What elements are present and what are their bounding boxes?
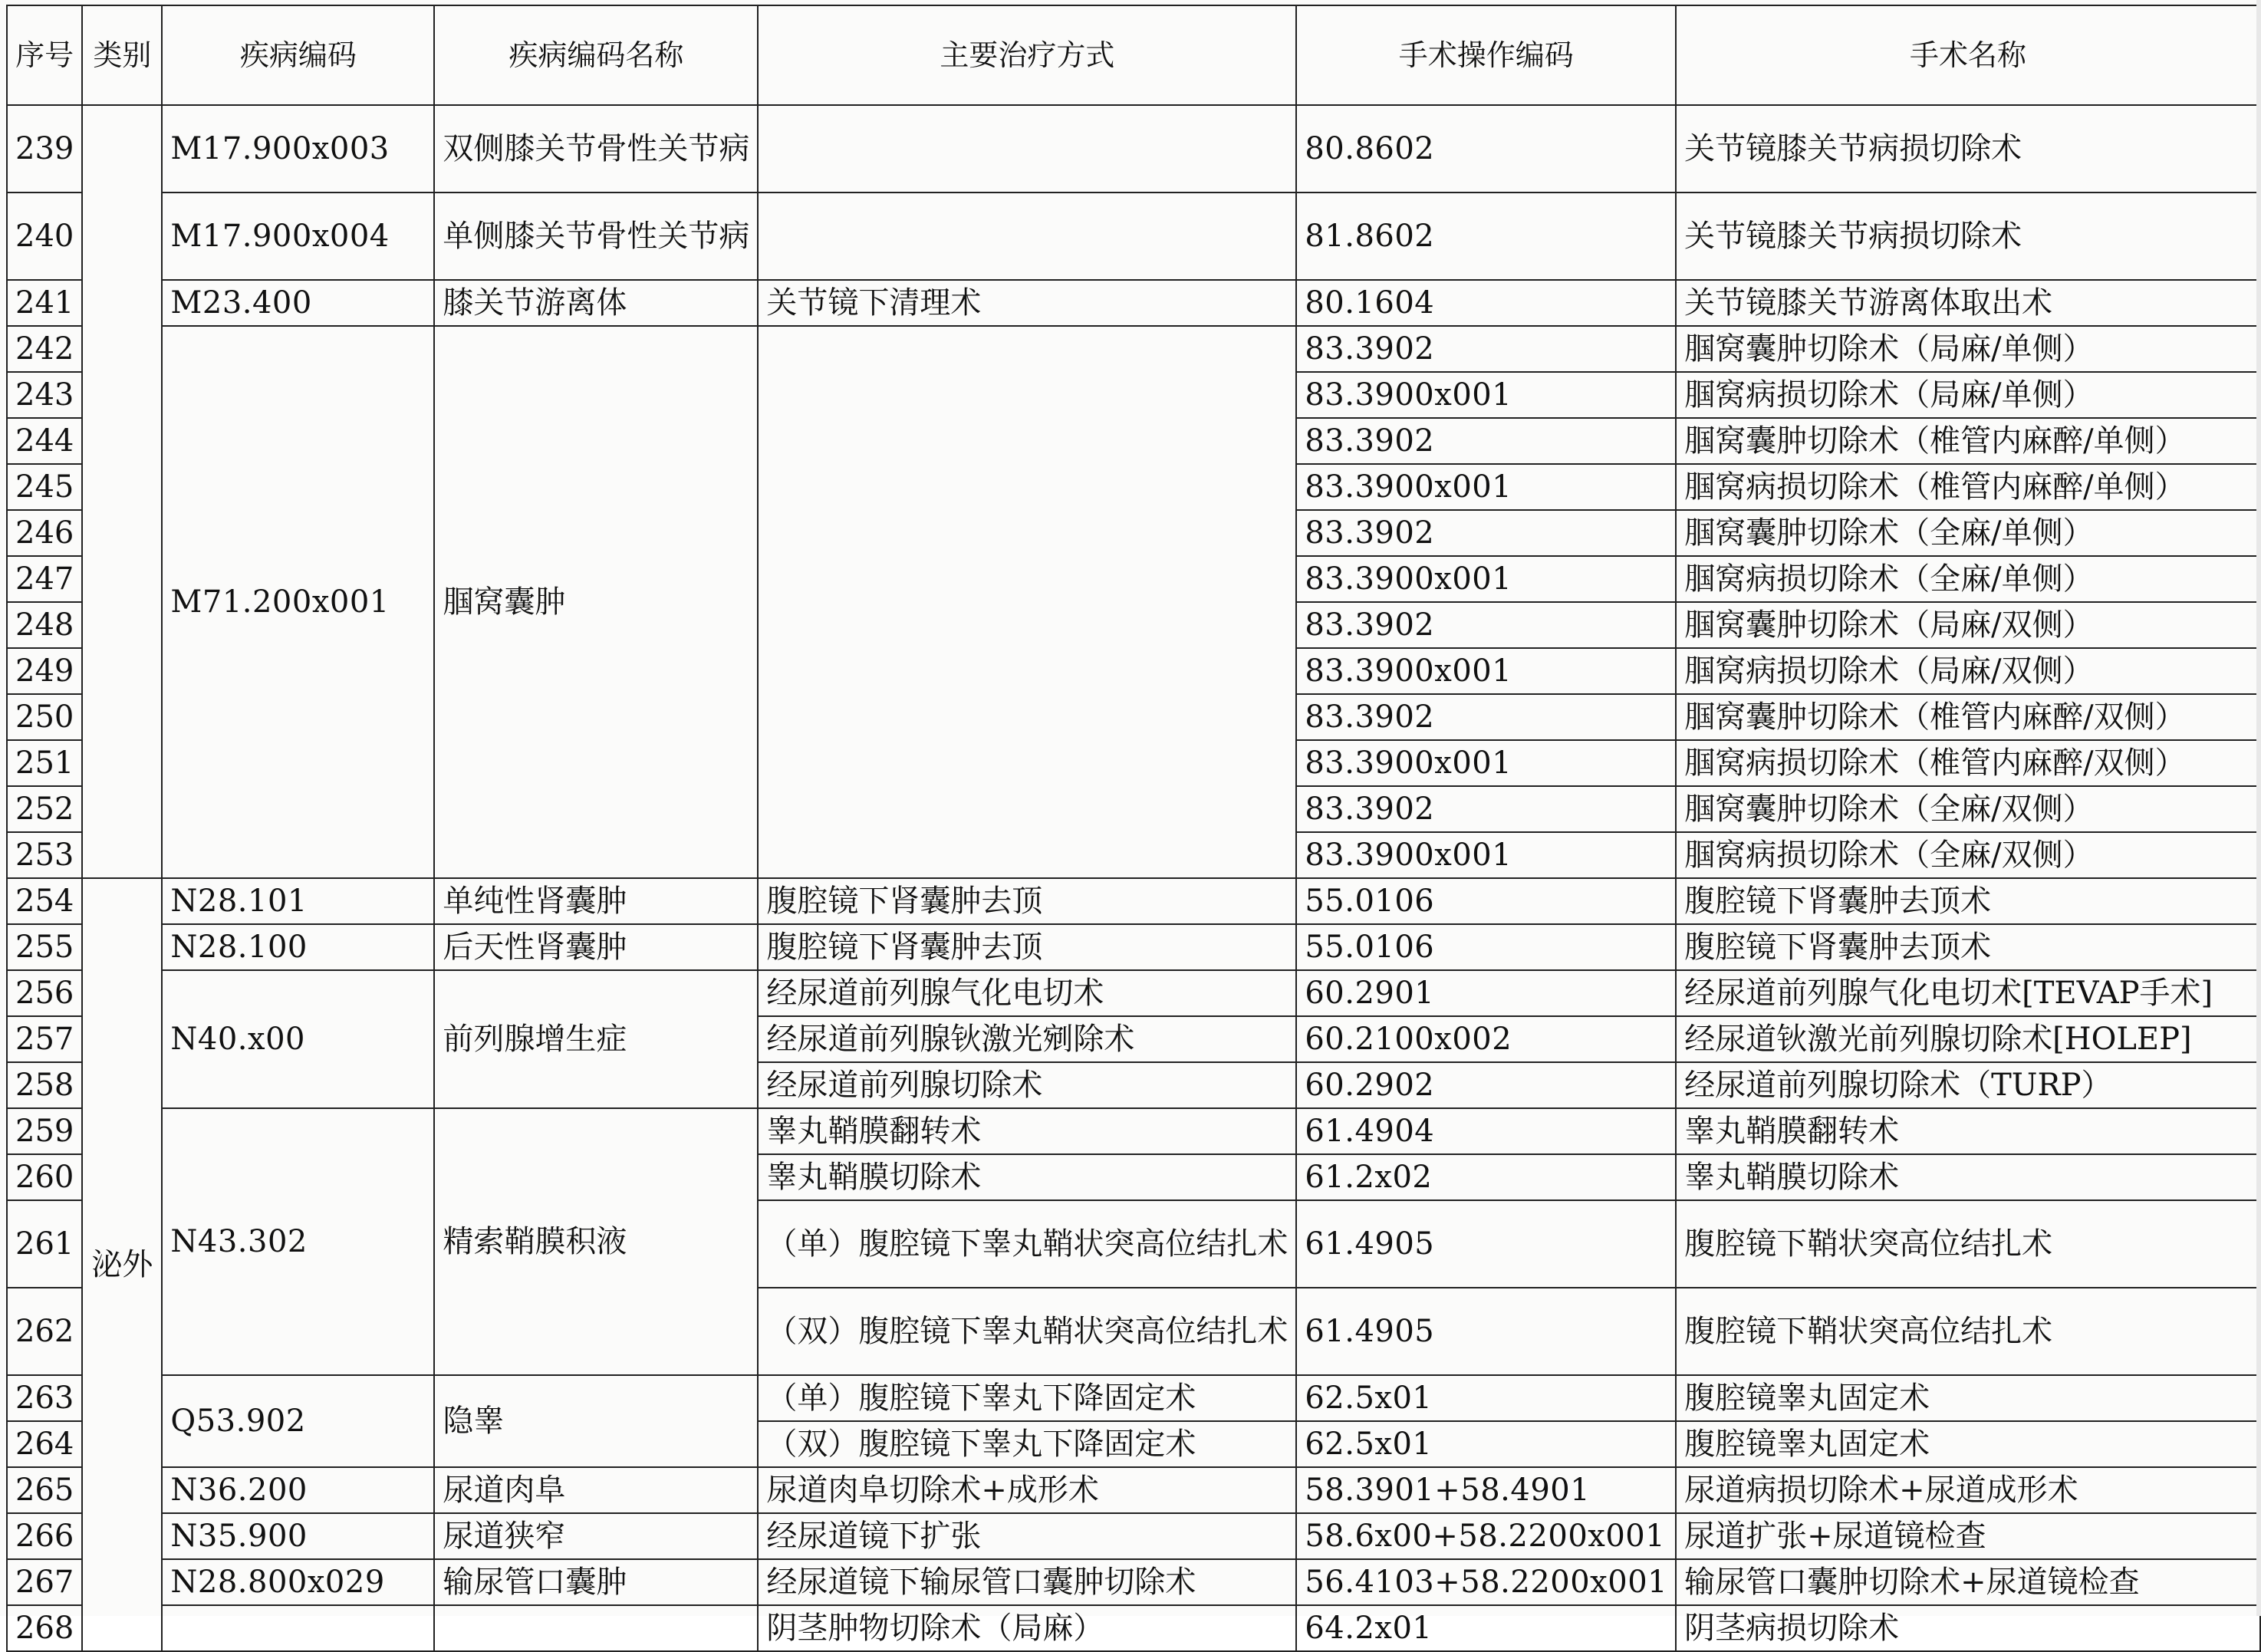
treatment [758, 326, 1296, 878]
procedure-code: 83.3900x001 [1296, 372, 1676, 418]
disease-code: M23.400 [162, 280, 434, 326]
row-number: 268 [7, 1605, 82, 1651]
procedure-name: 关节镜膝关节游离体取出术 [1676, 280, 2260, 326]
treatment [758, 105, 1296, 193]
disease-name [434, 1605, 758, 1651]
procedure-code: 83.3902 [1296, 510, 1676, 556]
procedure-name: 经尿道前列腺切除术（TURP） [1676, 1062, 2260, 1108]
treatment: （单）腹腔镜下睾丸鞘状突高位结扎术 [758, 1200, 1296, 1288]
table-row [7, 878, 2260, 924]
procedure-code: 83.3900x001 [1296, 556, 1676, 602]
procedure-code: 56.4103+58.2200x001 [1296, 1559, 1676, 1605]
header-procedure-code: 手术操作编码 [1296, 5, 1676, 105]
treatment: 腹腔镜下肾囊肿去顶 [758, 924, 1296, 970]
header-treatment: 主要治疗方式 [758, 5, 1296, 105]
disease-code: M17.900x003 [162, 105, 434, 193]
procedure-code: 64.2x01 [1296, 1605, 1676, 1651]
row-number: 255 [7, 924, 82, 970]
treatment: （单）腹腔镜下睾丸下降固定术 [758, 1375, 1296, 1421]
table-row [7, 970, 2260, 1016]
row-number: 265 [7, 1467, 82, 1513]
treatment: （双）腹腔镜下睾丸鞘状突高位结扎术 [758, 1288, 1296, 1375]
disease-name: 精索鞘膜积液 [434, 1108, 758, 1375]
row-number: 253 [7, 832, 82, 878]
procedure-name: 腹腔镜下肾囊肿去顶术 [1676, 878, 2260, 924]
treatment: （双）腹腔镜下睾丸下降固定术 [758, 1421, 1296, 1467]
category-cell-ortho [82, 105, 162, 878]
procedure-name: 尿道病损切除术+尿道成形术 [1676, 1467, 2260, 1513]
procedure-name: 腘窝病损切除术（全麻/单侧） [1676, 556, 2260, 602]
procedure-code: 80.1604 [1296, 280, 1676, 326]
row-number: 240 [7, 193, 82, 280]
category-cell-urology: 泌外 [82, 878, 162, 1651]
procedure-name: 腘窝病损切除术（局麻/单侧） [1676, 372, 2260, 418]
treatment: 经尿道镜下扩张 [758, 1513, 1296, 1559]
table-row [7, 280, 2260, 326]
procedure-code: 55.0106 [1296, 878, 1676, 924]
header-disease-name: 疾病编码名称 [434, 5, 758, 105]
treatment [758, 193, 1296, 280]
table-row [7, 1108, 2260, 1154]
row-number: 256 [7, 970, 82, 1016]
row-number: 266 [7, 1513, 82, 1559]
row-number: 249 [7, 648, 82, 694]
disease-name: 尿道肉阜 [434, 1467, 758, 1513]
procedure-name: 尿道扩张+尿道镜检查 [1676, 1513, 2260, 1559]
procedure-code: 61.4905 [1296, 1288, 1676, 1375]
procedure-code: 81.8602 [1296, 193, 1676, 280]
treatment: 腹腔镜下肾囊肿去顶 [758, 878, 1296, 924]
row-number: 244 [7, 418, 82, 464]
disease-name: 膝关节游离体 [434, 280, 758, 326]
procedure-code: 62.5x01 [1296, 1421, 1676, 1467]
row-number: 250 [7, 694, 82, 740]
row-number: 247 [7, 556, 82, 602]
disease-code: Q53.902 [162, 1375, 434, 1467]
procedure-code: 61.4904 [1296, 1108, 1676, 1154]
header-procedure-name: 手术名称 [1676, 5, 2260, 105]
procedure-code: 60.2902 [1296, 1062, 1676, 1108]
row-number: 262 [7, 1288, 82, 1375]
treatment: 经尿道镜下输尿管口囊肿切除术 [758, 1559, 1296, 1605]
row-number: 245 [7, 464, 82, 510]
disease-name: 单纯性肾囊肿 [434, 878, 758, 924]
treatment: 经尿道前列腺切除术 [758, 1062, 1296, 1108]
table-row [7, 1513, 2260, 1559]
procedure-name: 关节镜膝关节病损切除术 [1676, 105, 2260, 193]
procedure-name: 经尿道钬激光前列腺切除术[HOLEP] [1676, 1016, 2260, 1062]
header-seq: 序号 [7, 5, 82, 105]
procedure-name: 腘窝囊肿切除术（椎管内麻醉/单侧） [1676, 418, 2260, 464]
treatment: 阴茎肿物切除术（局麻） [758, 1605, 1296, 1651]
row-number: 261 [7, 1200, 82, 1288]
procedure-code: 83.3900x001 [1296, 740, 1676, 786]
disease-procedure-table [6, 5, 2261, 1652]
disease-name: 腘窝囊肿 [434, 326, 758, 878]
row-number: 260 [7, 1154, 82, 1200]
procedure-name: 输尿管口囊肿切除术+尿道镜检查 [1676, 1559, 2260, 1605]
treatment: 睾丸鞘膜翻转术 [758, 1108, 1296, 1154]
disease-code: N35.900 [162, 1513, 434, 1559]
row-number: 252 [7, 786, 82, 832]
procedure-code: 83.3902 [1296, 694, 1676, 740]
disease-code: M17.900x004 [162, 193, 434, 280]
table-row [7, 924, 2260, 970]
procedure-name: 腹腔镜睾丸固定术 [1676, 1375, 2260, 1421]
treatment: 经尿道前列腺气化电切术 [758, 970, 1296, 1016]
procedure-name: 睾丸鞘膜翻转术 [1676, 1108, 2260, 1154]
procedure-code: 83.3902 [1296, 326, 1676, 372]
row-number: 267 [7, 1559, 82, 1605]
procedure-code: 80.8602 [1296, 105, 1676, 193]
procedure-code: 83.3900x001 [1296, 648, 1676, 694]
table-row [7, 326, 2260, 372]
table-row [7, 193, 2260, 280]
header-category: 类别 [82, 5, 162, 105]
header-disease-code: 疾病编码 [162, 5, 434, 105]
procedure-code: 83.3900x001 [1296, 832, 1676, 878]
table-row [7, 1467, 2260, 1513]
procedure-name: 腹腔镜下鞘状突高位结扎术 [1676, 1288, 2260, 1375]
disease-name: 尿道狭窄 [434, 1513, 758, 1559]
disease-code: N28.100 [162, 924, 434, 970]
row-number: 258 [7, 1062, 82, 1108]
procedure-name: 腘窝病损切除术（局麻/双侧） [1676, 648, 2260, 694]
row-number: 239 [7, 105, 82, 193]
procedure-code: 83.3902 [1296, 786, 1676, 832]
procedure-name: 腘窝囊肿切除术（椎管内麻醉/双侧） [1676, 694, 2260, 740]
row-number: 243 [7, 372, 82, 418]
disease-code: N28.101 [162, 878, 434, 924]
procedure-code: 83.3902 [1296, 418, 1676, 464]
disease-code [162, 1605, 434, 1651]
procedure-name: 腘窝病损切除术（椎管内麻醉/单侧） [1676, 464, 2260, 510]
procedure-name: 阴茎病损切除术 [1676, 1605, 2260, 1651]
procedure-code: 60.2901 [1296, 970, 1676, 1016]
procedure-name: 腘窝囊肿切除术（全麻/单侧） [1676, 510, 2260, 556]
treatment: 尿道肉阜切除术+成形术 [758, 1467, 1296, 1513]
procedure-code: 61.2x02 [1296, 1154, 1676, 1200]
row-number: 264 [7, 1421, 82, 1467]
procedure-name: 睾丸鞘膜切除术 [1676, 1154, 2260, 1200]
table-row [7, 1605, 2260, 1651]
row-number: 248 [7, 602, 82, 648]
row-number: 246 [7, 510, 82, 556]
procedure-code: 58.3901+58.4901 [1296, 1467, 1676, 1513]
scan-edge [2256, 0, 2261, 1616]
procedure-code: 61.4905 [1296, 1200, 1676, 1288]
table-row [7, 1375, 2260, 1421]
procedure-name: 腹腔镜下肾囊肿去顶术 [1676, 924, 2260, 970]
disease-name: 隐睾 [434, 1375, 758, 1467]
table-row [7, 1559, 2260, 1605]
procedure-code: 58.6x00+58.2200x001 [1296, 1513, 1676, 1559]
procedure-code: 83.3900x001 [1296, 464, 1676, 510]
procedure-name: 腘窝病损切除术（椎管内麻醉/双侧） [1676, 740, 2260, 786]
disease-name: 输尿管口囊肿 [434, 1559, 758, 1605]
procedure-name: 经尿道前列腺气化电切术[TEVAP手术] [1676, 970, 2260, 1016]
procedure-code: 60.2100x002 [1296, 1016, 1676, 1062]
procedure-code: 62.5x01 [1296, 1375, 1676, 1421]
disease-name: 前列腺增生症 [434, 970, 758, 1108]
procedure-code: 83.3902 [1296, 602, 1676, 648]
treatment: 关节镜下清理术 [758, 280, 1296, 326]
procedure-code: 55.0106 [1296, 924, 1676, 970]
table-row [7, 105, 2260, 193]
procedure-name: 关节镜膝关节病损切除术 [1676, 193, 2260, 280]
treatment: 睾丸鞘膜切除术 [758, 1154, 1296, 1200]
treatment: 经尿道前列腺钬激光剜除术 [758, 1016, 1296, 1062]
disease-code: N28.800x029 [162, 1559, 434, 1605]
row-number: 241 [7, 280, 82, 326]
procedure-name: 腹腔镜睾丸固定术 [1676, 1421, 2260, 1467]
disease-name: 单侧膝关节骨性关节病 [434, 193, 758, 280]
disease-name: 后天性肾囊肿 [434, 924, 758, 970]
disease-code: N40.x00 [162, 970, 434, 1108]
disease-code: N43.302 [162, 1108, 434, 1375]
disease-name: 双侧膝关节骨性关节病 [434, 105, 758, 193]
procedure-name: 腘窝囊肿切除术（局麻/双侧） [1676, 602, 2260, 648]
row-number: 263 [7, 1375, 82, 1421]
row-number: 251 [7, 740, 82, 786]
disease-code: M71.200x001 [162, 326, 434, 878]
header-row [7, 5, 2260, 105]
procedure-name: 腘窝囊肿切除术（全麻/双侧） [1676, 786, 2260, 832]
row-number: 242 [7, 326, 82, 372]
procedure-name: 腹腔镜下鞘状突高位结扎术 [1676, 1200, 2260, 1288]
procedure-name: 腘窝病损切除术（全麻/双侧） [1676, 832, 2260, 878]
row-number: 257 [7, 1016, 82, 1062]
disease-code: N36.200 [162, 1467, 434, 1513]
procedure-name: 腘窝囊肿切除术（局麻/单侧） [1676, 326, 2260, 372]
row-number: 259 [7, 1108, 82, 1154]
row-number: 254 [7, 878, 82, 924]
